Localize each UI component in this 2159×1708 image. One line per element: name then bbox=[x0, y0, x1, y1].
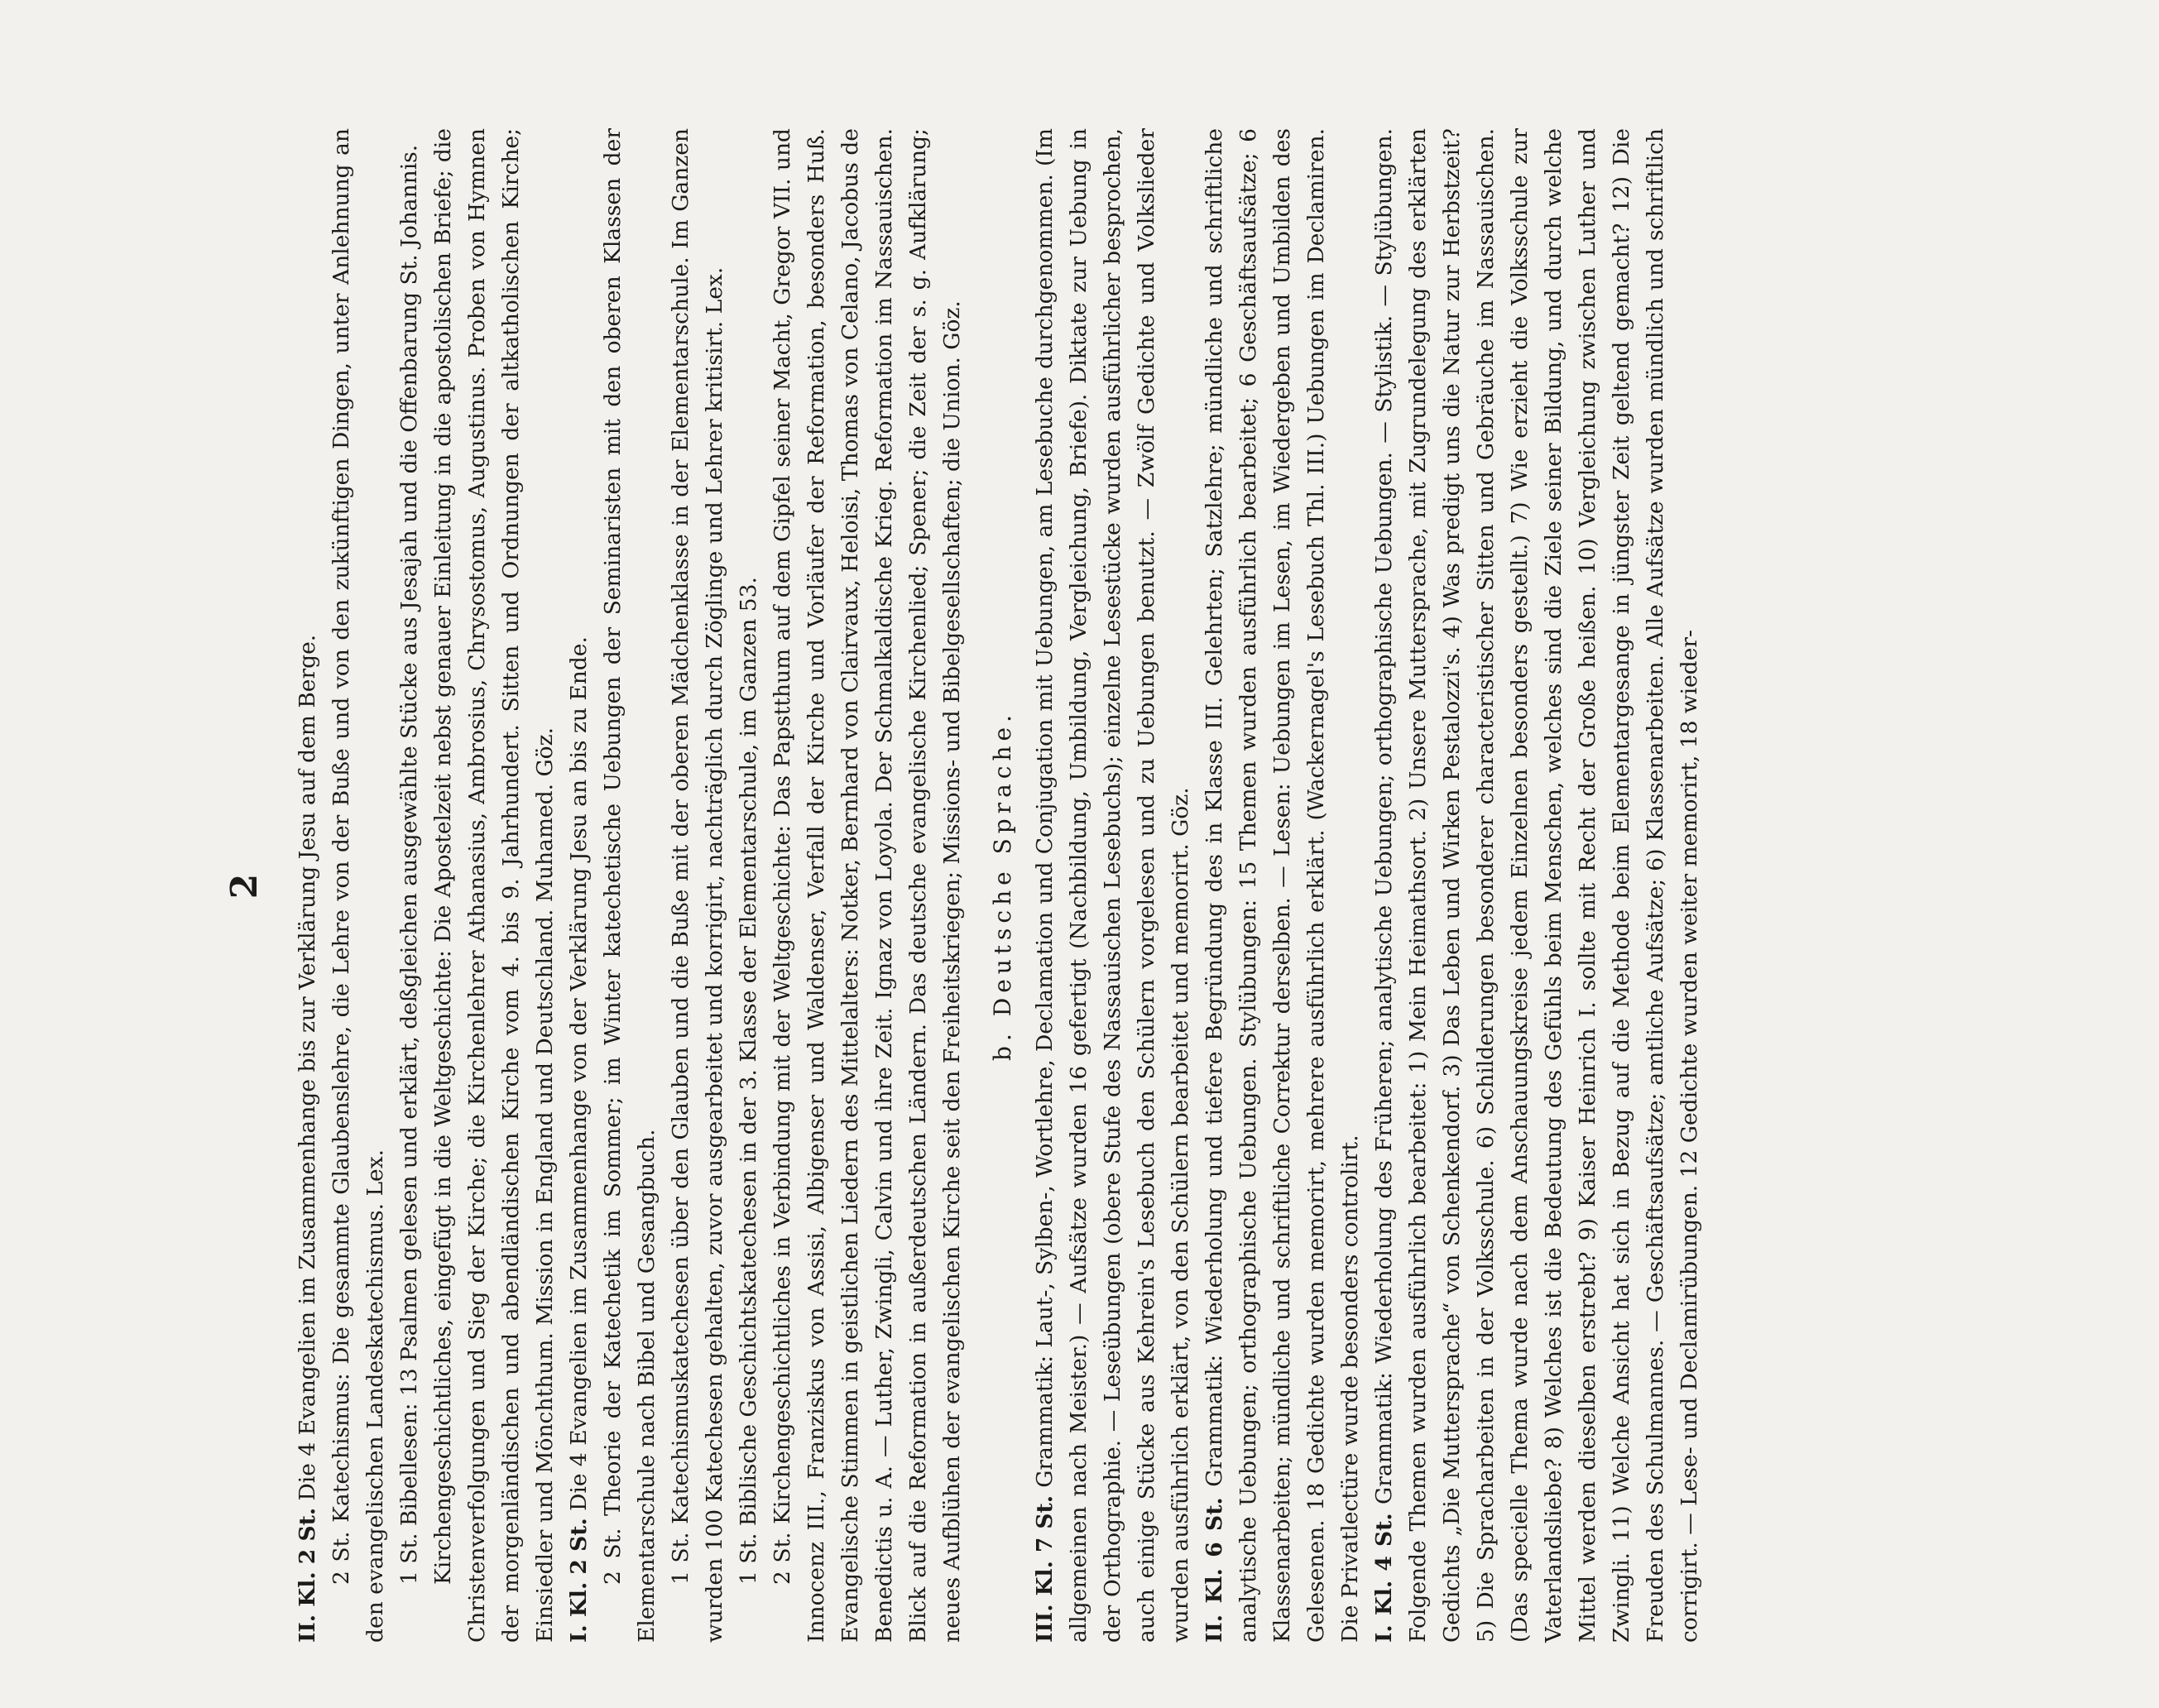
section-heading: b. Deutsche Sprache. bbox=[989, 710, 1016, 1061]
paragraph bbox=[732, 128, 765, 1643]
paragraph-text: Die 4 Evangelien im Zusammenhange von der Verklärung Jesu an bis zu Ende. bbox=[566, 636, 592, 1518]
paragraph bbox=[562, 128, 596, 1643]
paragraph-text: Grammatik: Laut-, Sylben-, Wortlehre, Declamation und Conjugation mit Uebungen, am Lesebuche durchgenommen. (Im allgemeinen nach Meister.) — Aufsätze wurden 16 gefertigt (Nachbildung, Umbildung, Vergleichung, Briefe). Diktate zur Uebung in der Orthographie. — Leseübungen (obere Stufe des Nassauischen Lesebuchs); einzelne Lesestücke wurden ausführlicher besprochen, auch einige Stücke aus Kehrein's Lesebuch den Schülern vorgelesen und zu Uebungen benutzt. — Zwölf Gedichte und Volkslieder wurden ausführlich erklärt, von den Schülern bearbeitet und memorirt. Göz. bbox=[1032, 128, 1193, 1643]
paragraph-text: Grammatik: Wiederholung und tiefere Begründung des in Klasse III. Gelehrten; Satzlehre; mündliche und schriftliche analytische Uebungen; orthographische Uebungen. Stylübungen: 15 Themen wurden ausführlich bearbeitet; 6 Geschäftsaufsätze; 6 Klassenarbeiten; mündliche und schriftliche Correktur derselben. — Lesen: Uebungen im Lesen, im Wiedergeben und Umbilden des Gelesenen. 18 Gedichte wurden memorirt, mehrere ausführlich erklärt. (Wackernagel's Lesebuch Thl. III.) Uebungen im Declamiren. Die Privatlectüre wurde besonders controlirt. bbox=[1202, 128, 1363, 1643]
section-religion bbox=[290, 128, 969, 1643]
paragraph bbox=[1197, 128, 1367, 1643]
paragraph bbox=[1367, 128, 1706, 1643]
paragraph-text: 2 St. Theorie der Katechetik im Sommer; im Winter katechetische Uebungen der Seminaristen mit den oberen Klassen der Elementarschule nach Bibel und Gesangbuch. bbox=[600, 128, 660, 1643]
paragraph bbox=[290, 128, 324, 1643]
page-number: 2 bbox=[223, 871, 266, 900]
paragraph-text: 1 St. Biblische Geschichtskatechesen in der 3. Klasse der Elementarschule, im Ganzen 53. bbox=[736, 577, 761, 1585]
paragraph-lead: III. Kl. 7 St. bbox=[1032, 1495, 1058, 1643]
paragraph-text: 2 St. Katechismus: Die gesammte Glaubenslehre, die Lehre von der Buße und von den zukünftigen Dingen, unter Anlehnung an den evangelischen Landeskatechismus. Lex. bbox=[329, 128, 388, 1643]
paragraph bbox=[1028, 128, 1197, 1643]
paragraph-lead: II. Kl. 2 St. bbox=[295, 1507, 320, 1643]
paragraph bbox=[765, 128, 969, 1643]
paragraph bbox=[664, 128, 732, 1643]
paragraph bbox=[596, 128, 664, 1643]
paragraph-text: 1 St. Bibellesen: 13 Psalmen gelesen und erklärt, deßgleichen ausgewählte Stücke aus Jesajah und die Offenbarung St. Johannis. bbox=[396, 144, 422, 1585]
paragraph bbox=[324, 128, 392, 1643]
paragraph-text: Die 4 Evangelien im Zusammenhange bis zur Verklärung Jesu auf dem Berge. bbox=[295, 634, 320, 1508]
paragraph-text: Kirchengeschichtliches, eingefügt in die Weltgeschichte: Die Apostelzeit nebst genauer Einleitung in die apostolischen Briefe; die Christenverfolgungen und Sieg der Kirche; die Kirchenlehrer Athanasius, Ambrosius, Chrysostomus, Augustinus. Proben von Hymnen der morgenländischen und abendländischen Kirche vom 4. bis 9. Jahrhundert. Sitten und Ordnungen der altkatholischen Kirche; Einsiedler und Mönchthum. Mission in England und Deutschland. Muhamed. Göz. bbox=[430, 128, 558, 1643]
paragraph-lead: I. Kl. 2 St. bbox=[566, 1518, 592, 1643]
paragraph-text: Grammatik: Wiederholung des Früheren; analytische Uebungen; orthographische Uebungen. — Stylistik. — Stylübungen. Folgende Themen wurden ausführlich bearbeitet: 1) Mein Heimathsort. 2) Unsere Muttersprache, mit Zugrundelegung des erklärten Gedichts „Die Muttersprache“ von Schenkendorf. 3) Das Leben und Wirken Pestalozzi's. 4) Was predigt uns die Natur zur Herbstzeit? 5) Die Spracharbeiten in der Volksschule. 6) Schilderungen besonderer characteristischer Sitten und Gebräuche im Nassauischen. (Das specielle Thema wurde nach dem Anschauungskreise jedem Einzelnen besonders gestellt.) 7) Wie erzieht die Volksschule zur Vaterlandsliebe? 8) Welches ist die Bedeutung des Gefühls beim Menschen, welches sind die Ziele seiner Bildung, und durch welche Mittel werden dieselben erstrebt? 9) Kaiser Heinrich I. sollte mit Recht der Große heißen. 10) Vergleichung zwischen Luther und Zwingli. 11) Welche Ansicht hat sich in Bezug auf die Methode beim Elementargesange in jüngster Zeit geltend gemacht? 12) Die Freuden des Schulmannes. — Geschäftsaufsätze; amtliche Aufsätze; 6) Klassenarbeiten. Alle Aufsätze wurden mündlich und schriftlich corrigirt. — Lese- und Declamirübungen. 12 Gedichte wurden weiter memorirt, 18 wieder- bbox=[1371, 128, 1702, 1643]
paragraph-text: 2 St. Kirchengeschichtliches in Verbindung mit der Weltgeschichte: Das Papstthum auf dem Gipfel seiner Macht, Gregor VII. und Innocenz III., Franziskus von Assisi, Albigenser und Waldenser, Verfall der Kirche und Vorläufer der Reformation, besonders Huß. Evangelische Stimmen in geistlichen Liedern des Mittelalters: Notker, Bernhard von Clairvaux, Heloisi, Thomas von Celano, Jacobus de Benedictis u. A. — Luther, Zwingli, Calvin und ihre Zeit. Ignaz von Loyola. Der Schmalkaldische Krieg. Reformation im Nassauischen. Blick auf die Reformation in außerdeutschen Ländern. Das deutsche evangelische Kirchenlied; Spener; die Zeit der s. g. Aufklärung; neues Aufblühen der evangelischen Kirche seit den Freiheitskriegen; Missions- und Bibelgesellschaften; die Union. Göz. bbox=[770, 128, 965, 1643]
section-german-language bbox=[1028, 128, 1706, 1643]
rotated-text-block bbox=[223, 128, 1796, 1643]
paragraph-text: 1 St. Katechismuskatechesen über den Glauben und die Buße mit der oberen Mädchenklasse in der Elementarschule. Im Ganzen wurden 100 Katechesen gehalten, zuvor ausgearbeitet und korrigirt, nachträglich durch Zöglinge und Lehrer kritisirt. Lex. bbox=[668, 128, 727, 1643]
paragraph-lead: I. Kl. 4 St. bbox=[1371, 1513, 1397, 1643]
paragraph bbox=[392, 128, 426, 1643]
paragraph bbox=[426, 128, 562, 1643]
paragraph-lead: II. Kl. 6 St. bbox=[1202, 1497, 1227, 1643]
